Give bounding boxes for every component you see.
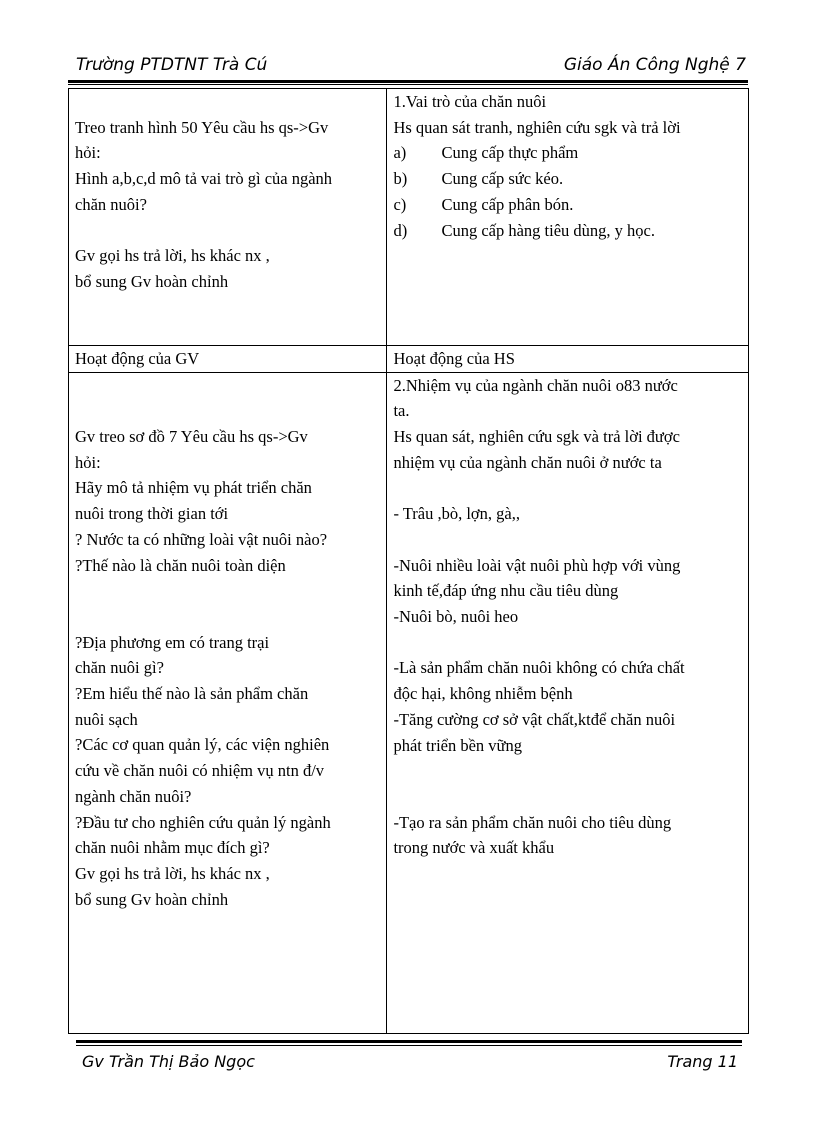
table-row-section2 (69, 372, 749, 1033)
text-line: -Nuôi bò, nuôi heo (393, 607, 519, 626)
section1-student-cell (387, 89, 749, 346)
text-line: -Nuôi nhiều loài vật nuôi phù hợp với vùng (393, 555, 681, 575)
text-line: nuôi sạch (75, 709, 138, 729)
subject-title: Giáo Án Công Nghệ 7 (563, 55, 746, 75)
text-line: Gv gọi hs trả lời, hs khác nx , (75, 246, 270, 266)
text-line: -Là sản phẩm chăn nuôi không có chứa chất (393, 658, 685, 678)
text-line: Hình a,b,c,d mô tả vai trò gì của ngành (75, 169, 333, 189)
text-line: Treo tranh hình 50 Yêu cầu hs qs->Gv (75, 117, 329, 137)
text-line: ta. (393, 401, 410, 421)
text-line: ?Em hiểu thế nào là sản phẩm chăn (75, 684, 309, 704)
text-line: hỏi: (75, 143, 101, 163)
footer-rule (76, 1040, 742, 1043)
section-title: 2.Nhiệm vụ của ngành chăn nuôi o83 nước (393, 375, 678, 395)
list-item: a) Cung cấp thực phẩm (393, 143, 579, 163)
footer-rule-thin (76, 1045, 742, 1046)
text-line: hỏi: (75, 452, 101, 472)
text-line: nuôi trong thời gian tới (75, 504, 229, 524)
section1-teacher-cell (69, 89, 387, 346)
text-line: Gv treo sơ đồ 7 Yêu cầu hs qs->Gv (75, 427, 308, 447)
school-name: Trường PTDTNT Trà Cú (76, 55, 268, 75)
lesson-table (68, 88, 749, 1034)
text-line: Hs quan sát tranh, nghiên cứu sgk và trả lời (393, 117, 681, 137)
text-line: ?Các cơ quan quản lý, các viện nghiên (75, 735, 330, 755)
page-number-block (667, 1052, 738, 1071)
text-line: ?Địa phương em có trang trại (75, 632, 270, 652)
text-line: ?Đầu tư cho nghiên cứu quản lý ngành (75, 812, 331, 832)
header-rule-thin (68, 84, 748, 85)
text-line: Gv gọi hs trả lời, hs khác nx , (75, 864, 270, 883)
text-line: độc hại, không nhiễm bệnh (393, 684, 573, 704)
list-item: c) Cung cấp phân bón. (393, 194, 574, 214)
table-row-section1 (69, 89, 749, 346)
text-line: Hãy mô tả nhiệm vụ phát triển chăn (75, 478, 312, 498)
column-header-gv: Hoạt động của GV (69, 346, 387, 373)
column-header-hs: Hoạt động của HS (387, 346, 749, 373)
text-line: nhiệm vụ của ngành chăn nuôi ở nước ta (393, 452, 662, 472)
list-item: d) Cung cấp hàng tiêu dùng, y học. (393, 220, 655, 240)
page-footer (82, 1052, 738, 1078)
page-number: 11 (717, 1052, 738, 1071)
teacher-name: Gv Trần Thị Bảo Ngọc (82, 1052, 255, 1071)
text-line: kinh tế,đáp ứng nhu cầu tiêu dùng (393, 581, 619, 601)
text-line: bổ sung Gv hoàn chỉnh (75, 889, 229, 909)
text-line: trong nước và xuất khẩu (393, 838, 555, 858)
text-line: - Trâu ,bò, lợn, gà,, (393, 504, 520, 524)
section2-student-cell (387, 372, 749, 1033)
section-title: 1.Vai trò của chăn nuôi (393, 92, 547, 111)
text-line: ?Thế nào là chăn nuôi toàn diện (75, 555, 286, 575)
page-label: Trang (667, 1052, 713, 1071)
text-line: ngành chăn nuôi? (75, 786, 192, 806)
section2-teacher-cell (69, 372, 387, 1033)
table-row-headers (69, 346, 749, 373)
text-line: ? Nước ta có những loài vật nuôi nào? (75, 529, 328, 549)
text-line: chăn nuôi nhằm mục đích gì? (75, 838, 270, 858)
text-line: chăn nuôi gì? (75, 658, 164, 678)
header-rule (68, 80, 748, 83)
text-line: bổ sung Gv hoàn chỉnh (75, 271, 229, 291)
text-line: Hs quan sát, nghiên cứu sgk và trả lời được (393, 427, 680, 447)
text-line: -Tạo ra sản phẩm chăn nuôi cho tiêu dùng (393, 812, 672, 832)
text-line: -Tăng cường cơ sở vật chất,ktđể chăn nuôi (393, 709, 676, 729)
text-line: chăn nuôi? (75, 194, 147, 214)
text-line: cứu về chăn nuôi có nhiệm vụ ntn đ/v (75, 761, 325, 781)
page-header (76, 55, 746, 81)
list-item: b) Cung cấp sức kéo. (393, 169, 564, 189)
text-line: phát triển bền vững (393, 735, 522, 755)
